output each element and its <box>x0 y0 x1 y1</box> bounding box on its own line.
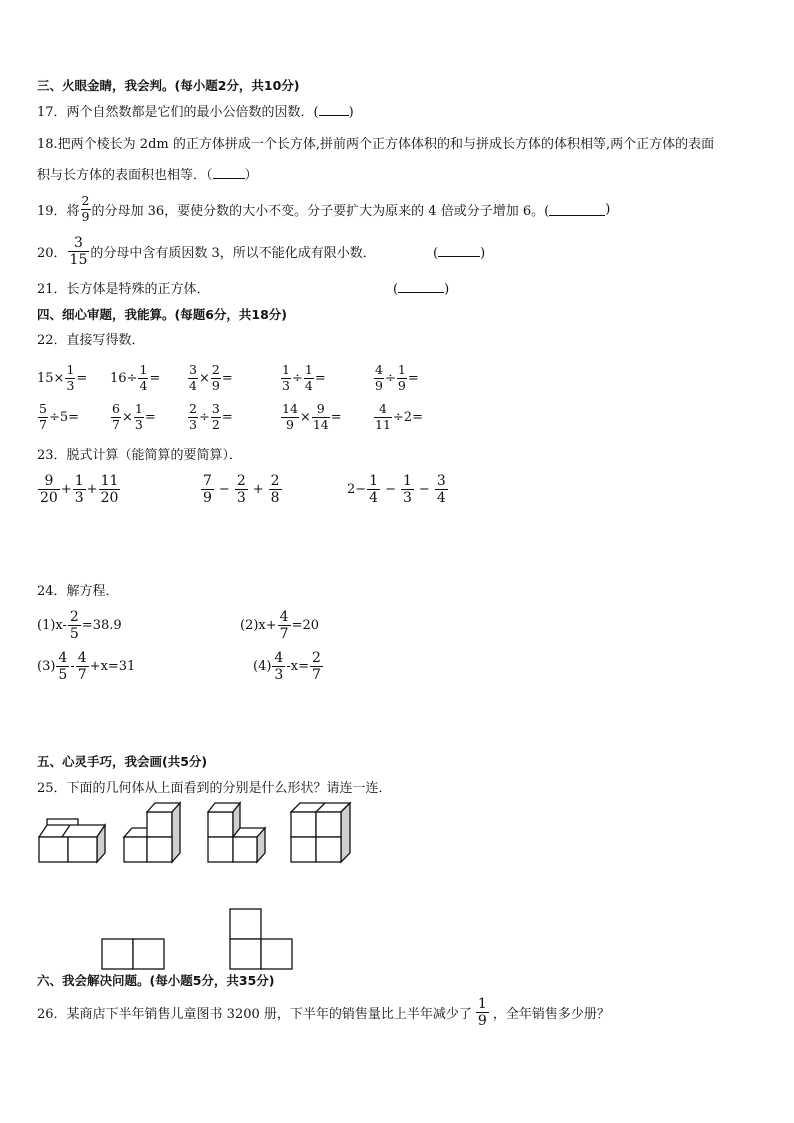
question-21: 21．长方体是特殊的正方体． <box>37 282 210 297</box>
q22-item: 15× $\frac{1}{3}$ = <box>37 362 88 393</box>
q22-item: $\frac{14}{9}$ × $\frac{9}{14}$ = <box>282 401 342 432</box>
fraction: $\frac{14}{9}$ <box>282 401 298 432</box>
answer-21: ( ) <box>393 282 450 297</box>
question-17: 17．两个自然数都是它们的最小公倍数的因数．( ) <box>37 105 354 120</box>
solid-4 <box>291 803 350 862</box>
question-26: 26．某商店下半年销售儿童图书 3200 册，下半年的销售量比上半年减少了 $\frac{1}{9}$ ，全年销售多少册？ <box>37 996 610 1029</box>
section-3-header: 三、火眼金睛，我会判。(每小题2分，共10分) <box>37 78 300 93</box>
fraction: $\frac{2}{9}$ <box>81 193 90 224</box>
fraction: $\frac{3}{2}$ <box>211 401 220 432</box>
equation-4: (4) $\frac{4}{3}$ -x= $\frac{2}{7}$ <box>253 650 321 683</box>
top-view-a <box>102 939 164 969</box>
fraction: $\frac{1}{3}$ <box>66 362 75 393</box>
fraction: $\frac{1}{4}$ <box>304 362 313 393</box>
q22-item: 16÷ $\frac{1}{4}$ = <box>110 362 161 393</box>
fraction: $\frac{6}{7}$ <box>112 401 120 432</box>
fraction: $\frac{1}{4}$ <box>139 362 148 393</box>
q22-item: $\frac{2}{3}$ ÷ $\frac{3}{2}$ = <box>189 401 233 432</box>
calc-23c: 2− $\frac{1}{4}$ − $\frac{1}{3}$ − $\frac{3}{4}$ <box>347 473 446 506</box>
fraction: $\frac{3}{15}$ <box>69 235 88 268</box>
question-23-title: 23．脱式计算（能简算的要简算）． <box>37 448 243 463</box>
q22-item: $\frac{3}{4}$ × $\frac{2}{9}$ = <box>189 362 233 393</box>
section-4-header: 四、细心审题，我能算。(每题6分，共18分) <box>37 307 288 322</box>
question-18-line1: 18.把两个棱长为 2dm 的正方体拼成一个长方体,拼前两个正方体体积的和与拼成长方体的体积相等,两个正方体的表面 <box>37 137 715 152</box>
question-19: 19．将 $\frac{2}{9}$ 的分母加 36，要使分数的大小不变。分子要扩大为原来的 4 倍或分子增加 6。( ) <box>37 193 611 224</box>
equation-1: (1)x- $\frac{2}{5}$ =38.9 <box>37 609 122 642</box>
equation-3: (3) $\frac{4}{5}$ - $\frac{4}{7}$ +x=31 <box>37 650 136 683</box>
fraction: $\frac{5}{7}$ <box>39 401 47 432</box>
top-view-b <box>230 909 292 969</box>
calc-23b: $\frac{7}{9}$ − $\frac{2}{3}$ + $\frac{2}{8}$ <box>203 473 280 506</box>
question-20: 20． $\frac{3}{15}$ 的分母中含有质因数 3，所以不能化成有限小数． <box>37 235 376 268</box>
fraction: $\frac{3}{4}$ <box>189 362 197 393</box>
equation-2: (2)x+ $\frac{4}{7}$ =20 <box>240 609 319 642</box>
section-6-header: 六、我会解决问题。(每小题5分，共35分) <box>37 973 275 988</box>
q17-text: 17．两个自然数都是它们的最小公倍数的因数．( <box>37 105 319 120</box>
fraction: $\frac{9}{14}$ <box>312 401 329 432</box>
fraction: $\frac{1}{9}$ <box>397 362 406 393</box>
q22-item: $\frac{1}{3}$ ÷ $\frac{1}{4}$ = <box>282 362 326 393</box>
section-5-header: 五、心灵手巧，我会画(共5分) <box>37 754 208 769</box>
fraction: $\frac{4}{11}$ <box>375 401 391 432</box>
solid-3 <box>208 803 265 862</box>
question-24-title: 24．解方程． <box>37 584 119 599</box>
question-18-line2: 积与长方体的表面积也相等．（ ） <box>37 168 258 183</box>
solid-1 <box>39 819 105 862</box>
q22-item: $\frac{4}{9}$ ÷ $\frac{1}{9}$ = <box>375 362 419 393</box>
fraction: $\frac{1}{3}$ <box>134 401 143 432</box>
q22-item: $\frac{6}{7}$ × $\frac{1}{3}$ = <box>112 401 156 432</box>
fraction: $\frac{2}{9}$ <box>211 362 220 393</box>
fraction: $\frac{2}{3}$ <box>189 401 197 432</box>
fraction: $\frac{1}{3}$ <box>282 362 290 393</box>
q22-item: $\frac{4}{11}$ ÷2= <box>375 401 423 432</box>
question-22-title: 22．直接写得数． <box>37 333 145 348</box>
q22-item: $\frac{5}{7}$ ÷5= <box>39 401 80 432</box>
question-25: 25．下面的几何体从上面看到的分别是什么形状？请连一连． <box>37 781 392 796</box>
answer-20: ( ) <box>433 246 486 261</box>
solid-2 <box>124 803 180 862</box>
calc-23a: $\frac{9}{20}$ + $\frac{1}{3}$ + $\frac{11}{20}$ <box>40 473 119 506</box>
fraction: $\frac{4}{9}$ <box>375 362 383 393</box>
